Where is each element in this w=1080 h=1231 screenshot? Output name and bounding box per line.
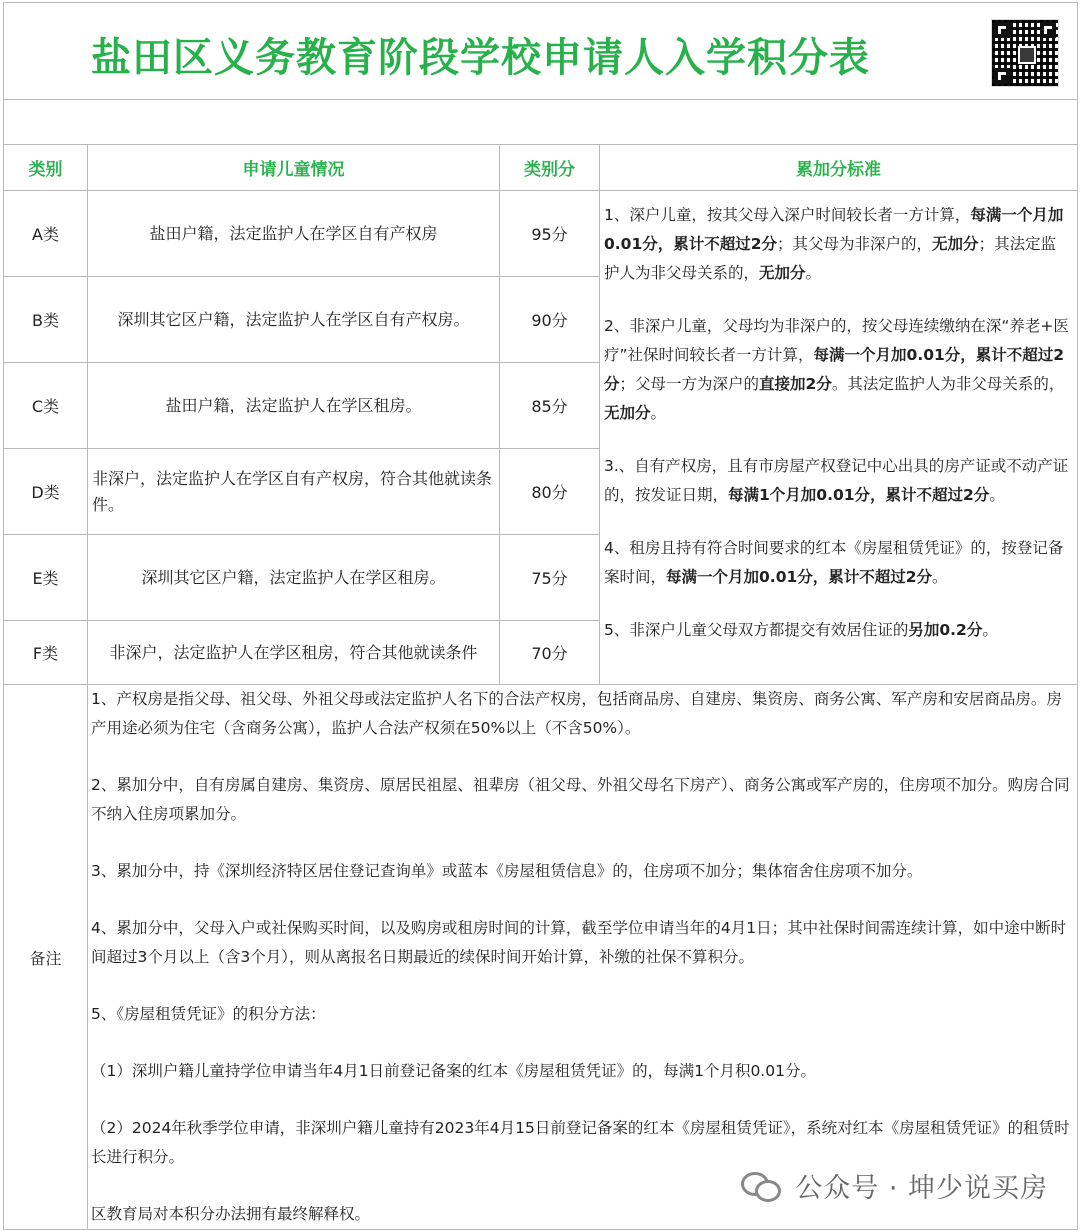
table-row [4,191,1078,277]
category-cell: E类 [4,535,88,621]
score-cell: 80分 [500,449,600,535]
header-score: 类别分 [500,145,600,191]
note-item: 5、《房屋租赁凭证》的积分方法： [91,1005,326,1023]
watermark-text: 公众号 · 坤少说买房 [795,1173,1048,1204]
category-cell: C类 [4,363,88,449]
score-cell: 70分 [500,621,600,685]
category-cell: B类 [4,277,88,363]
table-header [4,145,1078,191]
situation-cell: 盐田户籍，法定监护人在学区自有产权房 [88,191,500,277]
score-cell: 75分 [500,535,600,621]
note-item: 区教育局对本积分办法拥有最终解释权。 [91,1205,371,1223]
situation-cell: 非深户，法定监护人在学区自有产权房，符合其他就读条件。 [88,449,500,535]
page-title: 盐田区义务教育阶段学校申请人入学积分表 [91,34,870,81]
category-cell: D类 [4,449,88,535]
header-bonus: 累加分标准 [600,145,1078,191]
bonus-rule-2: 2、非深户儿童，父母均为非深户的，按父母连续缴纳在深“养老+医疗”社保时间较长者一方计算，每满一个月加0.01分，累计不超过2分；父母一方为深户的直接加2分。其法定监护人为非父母关系的，无加分。 [604,317,1069,422]
note-item: 1、产权房是指父母、祖父母、外祖父母或法定监护人名下的合法产权房，包括商品房、自建房、集资房、商务公寓、军产房和安居商品房。房产用途必须为住宅（含商务公寓），监护人合法产权须在50%以上（不含50%）。 [91,690,1062,737]
admission-points-table [3,2,1078,1230]
score-cell: 95分 [500,191,600,277]
category-cell: A类 [4,191,88,277]
notes-row [4,685,1078,1230]
header-category: 类别 [4,145,88,191]
score-cell: 85分 [500,363,600,449]
blank-row [4,100,1078,145]
situation-cell: 非深户，法定监护人在学区租房，符合其他就读条件 [88,621,500,685]
bonus-rule-5: 5、非深户儿童父母双方都提交有效居住证的另加0.2分。 [604,621,998,639]
watermark [741,1166,1048,1205]
bonus-rule-3: 3.、自有产权房，且有市房屋产权登记中心出具的房产证或不动产证的，按发证日期，每满1个月加0.01分，累计不超过2分。 [604,457,1069,504]
category-cell: F类 [4,621,88,685]
bonus-rules-cell [600,191,1078,685]
situation-cell: 深圳其它区户籍，法定监护人在学区租房。 [88,535,500,621]
bonus-rule-1: 1、深户儿童，按其父母入深户时间较长者一方计算，每满一个月加0.01分，累计不超过2分；其父母为非深户的，无加分；其法定监护人为非父母关系的，无加分。 [604,206,1064,282]
note-item: 4、累加分中，父母入户或社保购买时间，以及购房或租房时间的计算，截至学位申请当年的4月1日；其中社保时间需连续计算，如中途中断时间超过3个月以上（含3个月），则从离报名日期最近的续保时间开始计算，补缴的社保不算积分。 [91,919,1067,966]
note-item: 3、累加分中，持《深圳经济特区居住登记查询单》或蓝本《房屋租赁信息》的，住房项不加分；集体宿舍住房项不加分。 [91,862,923,880]
notes-cell [88,685,1078,1230]
situation-cell: 深圳其它区户籍，法定监护人在学区自有产权房。 [88,277,500,363]
bonus-rule-4: 4、租房且持有符合时间要求的红本《房屋租赁凭证》的，按登记备案时间，每满一个月加0.01分，累计不超过2分。 [604,539,1064,586]
note-item: 2、累加分中，自有房属自建房、集资房、原居民祖屋、祖辈房（祖父母、外祖父母名下房产）、商务公寓或军产房的，住房项不加分。购房合同不纳入住房项累加分。 [91,776,1070,823]
title-cell [4,3,1078,100]
situation-cell: 盐田户籍，法定监护人在学区租房。 [88,363,500,449]
score-cell: 90分 [500,277,600,363]
header-situation: 申请儿童情况 [88,145,500,191]
note-item: （1）深圳户籍儿童持学位申请当年4月1日前登记备案的红本《房屋租赁凭证》的，每满1个月积0.01分。 [91,1062,816,1080]
wechat-icon [741,1170,785,1202]
qr-code-icon [991,19,1059,87]
note-item: （2）2024年秋季学位申请，非深圳户籍儿童持有2023年4月15日前登记备案的红本《房屋租赁凭证》，系统对红本《房屋租赁凭证》的租赁时长进行积分。 [91,1119,1070,1166]
notes-label: 备注 [4,685,88,1230]
